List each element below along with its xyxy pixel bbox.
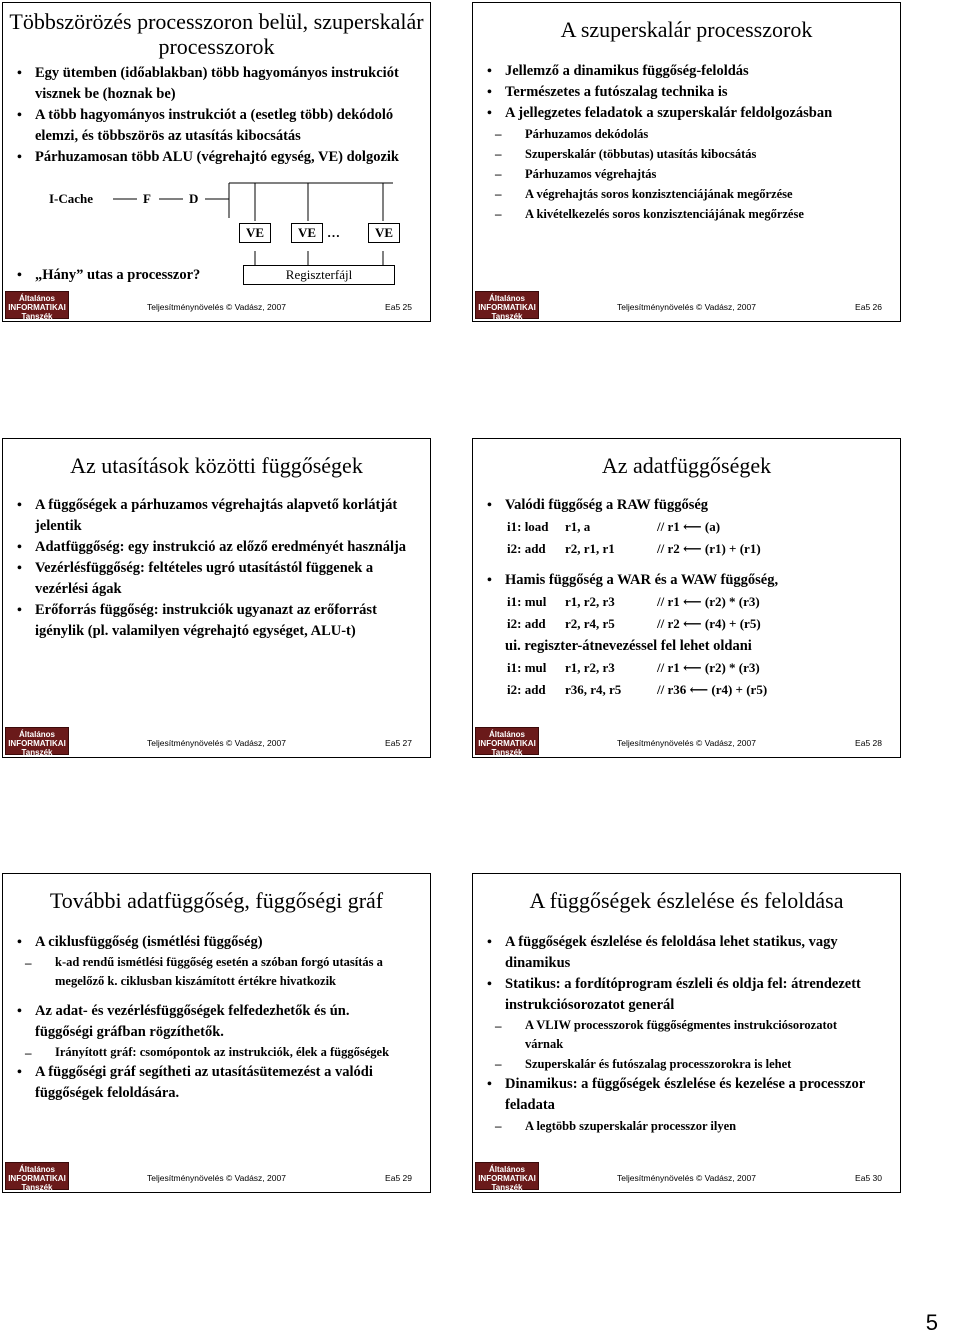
sub-bullet: – A legtöbb szuperskalár processzor ilyen	[487, 1116, 874, 1136]
sub-bullet: – Irányított gráf: csomópontok az instrukciók, élek a függőségek	[17, 1043, 390, 1062]
decode-label: D	[189, 191, 199, 206]
bullet: • A több hagyományos instrukciót a (esetleg több) dekódoló elemzi, és többszörös az utasítás kibocsátás	[17, 105, 410, 147]
footer-text: Teljesítménynövelés © Vadász, 2007	[617, 1173, 756, 1183]
bullet: • Adatfüggőség: egy instrukció az előző eredményét használja	[17, 537, 416, 558]
slide-number: Ea5 25	[385, 302, 412, 312]
code-line: i1: mul r1, r2, r3 // r1 ⟵ (r2) * (r3)	[507, 594, 760, 609]
slide-body	[487, 932, 874, 1136]
slide-body	[17, 495, 416, 642]
footer	[3, 287, 430, 321]
department-logo: Általános INFORMATIKAI Tanszék	[475, 727, 539, 755]
code-line: i2: add r36, r4, r5 // r36 ⟵ (r4) + (r5)	[507, 682, 768, 697]
code-line: i1: mul r1, r2, r3 // r1 ⟵ (r2) * (r3)	[507, 660, 760, 675]
bullet: • Dinamikus: a függőségek észlelése és kezelése a processzor feladata	[487, 1074, 874, 1116]
department-logo: Általános INFORMATIKAI Tanszék	[475, 1162, 539, 1190]
sub-bullet: – A VLIW processzorok függőségmentes instrukciósorozatot várnak	[487, 1016, 874, 1054]
slide-title: Az utasítások közötti függőségek	[70, 453, 363, 478]
slide-body	[487, 61, 890, 224]
bullet: • Természetes a futószalag technika is	[487, 82, 890, 103]
slide-title: A függőségek észlelése és feloldása	[529, 888, 844, 913]
slide-body	[17, 932, 390, 1104]
slide-body	[487, 495, 890, 701]
department-logo: Általános INFORMATIKAI Tanszék	[5, 1162, 69, 1190]
bullet: • A függőségek a párhuzamos végrehajtás alapvető korlátját jelentik	[17, 495, 416, 537]
bullet: • A jellegzetes feladatok a szuperskalár feldolgozásban	[487, 103, 890, 124]
slide-number: Ea5 27	[385, 738, 412, 748]
bullet: • Hamis függőség a WAR és a WAW függőség,	[487, 570, 890, 591]
slide-title: További adatfüggőség, függőségi gráf	[49, 888, 384, 913]
bullet: • A függőségek észlelése és feloldása lehet statikus, vagy dinamikus	[487, 932, 874, 974]
footer-text: Teljesítménynövelés © Vadász, 2007	[147, 738, 286, 748]
footer	[473, 1158, 900, 1192]
slide-number: Ea5 30	[855, 1173, 882, 1183]
sub-bullet: – Párhuzamos végrehajtás	[487, 164, 890, 184]
question-bullet: • „Hány” utas a processzor?	[17, 265, 200, 286]
code-line: i2: add r2, r1, r1 // r2 ⟵ (r1) + (r1)	[507, 541, 761, 556]
ve-box-1: VE	[239, 223, 271, 243]
bullet: • Vezérlésfüggőség: feltételes ugró utasítástól függenek a vezérlési ágak	[17, 558, 416, 600]
sub-bullet: – Szuperskalár (többutas) utasítás kibocsátás	[487, 144, 890, 164]
bullet: • Erőforrás függőség: instrukciók ugyanazt az erőforrást igénylik (pl. valamilyen végrehajtó egységet, ALU-t)	[17, 600, 416, 642]
slide-title: Az adatfüggőségek	[601, 453, 772, 478]
bullet: • Egy ütemben (időablakban) több hagyományos instrukciót visznek be (hoznak be)	[17, 63, 410, 105]
bullet: • Valódi függőség a RAW függőség	[487, 495, 890, 516]
slide-number: Ea5 29	[385, 1173, 412, 1183]
paragraph: ui. regiszter-átnevezéssel fel lehet oldani	[505, 638, 752, 654]
bullet: • A ciklusfüggőség (ismétlési függőség)	[17, 932, 390, 953]
footer	[3, 723, 430, 757]
footer-text: Teljesítménynövelés © Vadász, 2007	[147, 1173, 286, 1183]
department-logo: Általános INFORMATIKAI Tanszék	[5, 291, 69, 319]
slide-number: Ea5 26	[855, 302, 882, 312]
slide-25	[2, 2, 431, 322]
department-logo: Általános INFORMATIKAI Tanszék	[5, 727, 69, 755]
footer	[473, 723, 900, 757]
code-line: i1: load r1, a // r1 ⟵ (a)	[507, 519, 721, 534]
sub-bullet: – Szuperskalár és futószalag processzorokra is lehet	[487, 1054, 874, 1074]
slide-title: A szuperskalár processzorok	[560, 17, 813, 42]
sub-bullet: – k-ad rendű ismétlési függőség esetén a szóban forgó utasítás a megelőző k. ciklusban kiszámított értékre hivatkozik	[17, 953, 390, 991]
bullet: • Az adat- és vezérlésfüggőségek felfedezhetők és ún. függőségi gráfban rögzíthetők.	[17, 1001, 390, 1043]
bullet: • Statikus: a fordítóprogram észleli és oldja fel: átrendezett instrukciósorozatot generál	[487, 974, 874, 1016]
icache-label: I-Cache	[49, 191, 94, 206]
ellipsis: …	[327, 225, 340, 240]
slide-28	[472, 438, 901, 758]
footer-text: Teljesítménynövelés © Vadász, 2007	[147, 302, 286, 312]
slide-title: Többszörözés processzoron belül, szuperskalár processzorok	[9, 9, 424, 59]
slide-29	[2, 873, 431, 1193]
sub-bullet: – A végrehajtás soros konzisztenciájának megőrzése	[487, 184, 890, 204]
ve-box-3: VE	[368, 223, 400, 243]
footer-text: Teljesítménynövelés © Vadász, 2007	[617, 302, 756, 312]
register-file: Regiszterfájl	[243, 265, 395, 285]
sub-bullet: – Párhuzamos dekódolás	[487, 124, 890, 144]
page-number: 5	[925, 1310, 938, 1335]
sub-bullet: – A kivételkezelés soros konzisztenciájának megőrzése	[487, 204, 890, 224]
ve-box-2: VE	[291, 223, 323, 243]
footer	[3, 1158, 430, 1192]
bullet: • Jellemző a dinamikus függőség-feloldás	[487, 61, 890, 82]
footer	[473, 287, 900, 321]
slide-30	[472, 873, 901, 1193]
slide-26	[472, 2, 901, 322]
bullet: • A függőségi gráf segítheti az utasításütemezést a valódi függőségek feloldására.	[17, 1062, 390, 1104]
fetch-label: F	[143, 191, 151, 206]
slide-number: Ea5 28	[855, 738, 882, 748]
department-logo: Általános INFORMATIKAI Tanszék	[475, 291, 539, 319]
slide-27	[2, 438, 431, 758]
code-line: i2: add r2, r4, r5 // r2 ⟵ (r4) + (r5)	[507, 616, 761, 631]
bullet: • Párhuzamosan több ALU (végrehajtó egység, VE) dolgozik	[17, 147, 410, 168]
footer-text: Teljesítménynövelés © Vadász, 2007	[617, 738, 756, 748]
